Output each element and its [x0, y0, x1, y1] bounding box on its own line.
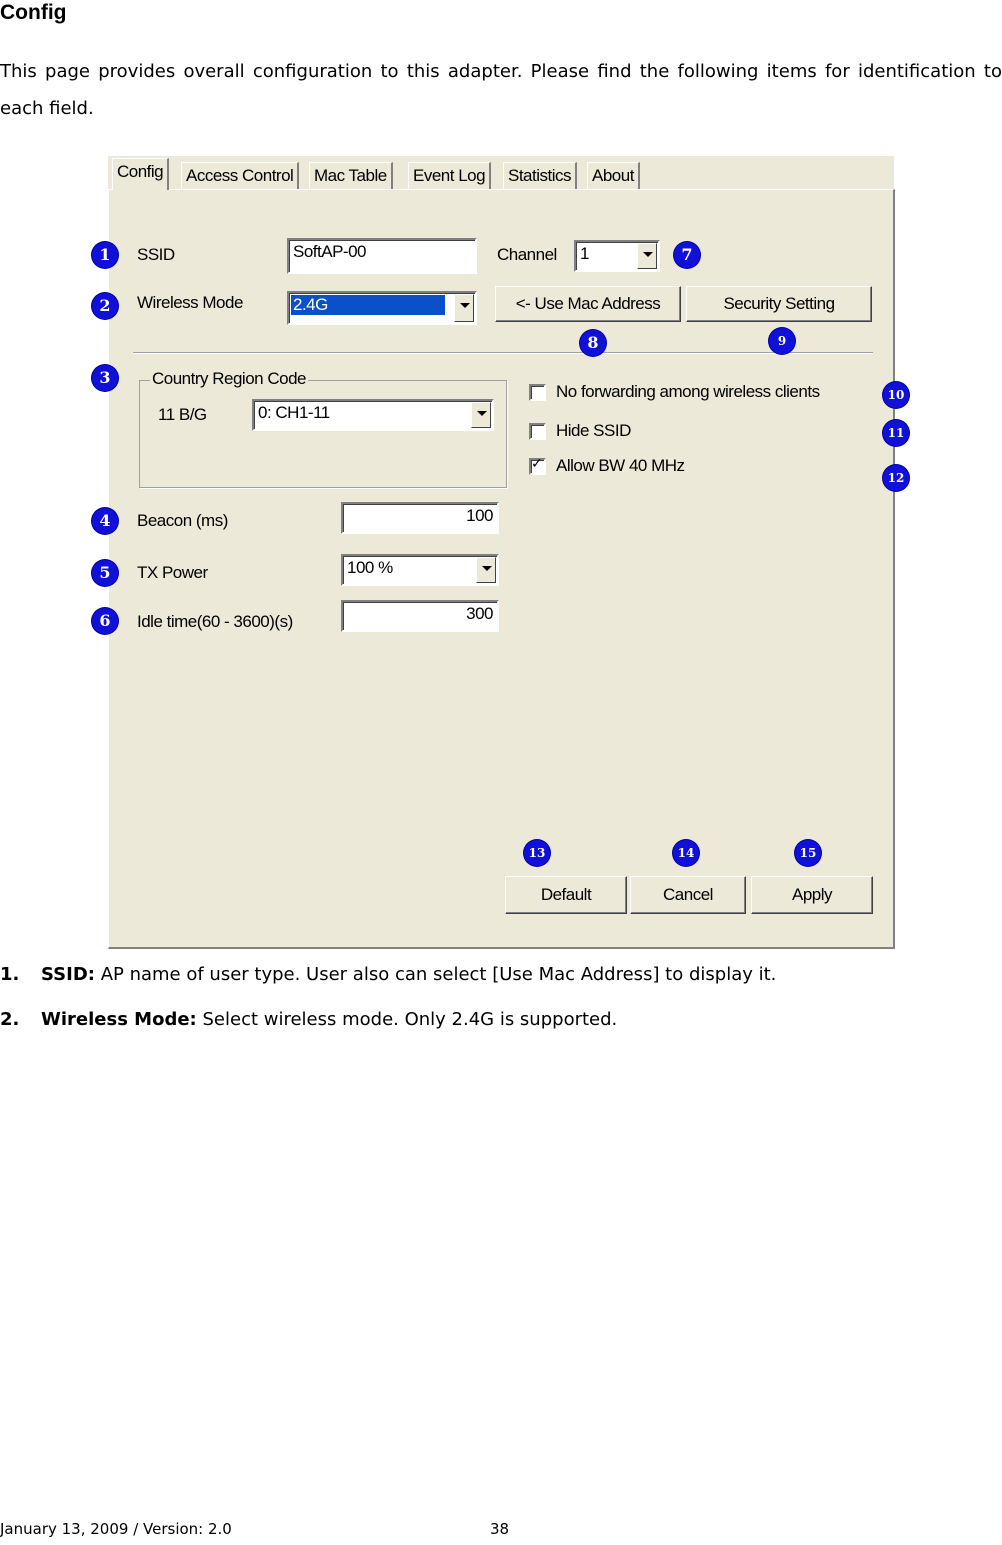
callout-badge: 1 [92, 242, 118, 268]
beacon-label: Beacon (ms) [137, 511, 228, 530]
cancel-button[interactable]: Cancel [630, 876, 746, 914]
callout-badge: 12 [883, 465, 909, 491]
tab-event-log[interactable]: Event Log [408, 162, 491, 189]
ssid-input[interactable]: SoftAP-00 [287, 238, 477, 274]
security-setting-button[interactable]: Security Setting [686, 286, 872, 322]
no-forwarding-checkbox[interactable] [529, 384, 546, 401]
chevron-down-icon[interactable] [471, 402, 491, 428]
callout-badge: 4 [92, 508, 118, 534]
tx-power-value: 100 % [347, 558, 393, 577]
callout-badge: 15 [795, 840, 821, 866]
callout-badge: 2 [92, 293, 118, 319]
item-term: SSID: [41, 964, 95, 985]
no-forwarding-label: No forwarding among wireless clients [556, 382, 820, 401]
page-heading: Config [0, 1, 67, 24]
item-number: 1. [0, 964, 20, 985]
callout-badge: 13 [524, 840, 550, 866]
channel-select[interactable] [574, 240, 660, 272]
item-text: Select wireless mode. Only 2.4G is supported. [196, 1009, 618, 1030]
tx-power-label: TX Power [137, 563, 208, 582]
config-dialog [108, 156, 894, 948]
allow-bw-40-label: Allow BW 40 MHz [556, 456, 685, 475]
item-number: 2. [0, 1009, 20, 1030]
channel-value: 1 [580, 244, 589, 263]
chevron-down-icon[interactable] [637, 243, 657, 269]
callout-badge: 9 [769, 328, 795, 354]
chevron-down-icon[interactable] [476, 557, 496, 583]
tx-power-select[interactable] [341, 554, 499, 586]
country-band-label: 11 B/G [158, 405, 207, 424]
wireless-mode-value: 2.4G [291, 295, 445, 315]
callout-badge: 6 [92, 608, 118, 634]
country-region-group [139, 369, 507, 488]
country-region-value: 0: CH1-11 [258, 403, 330, 422]
tab-bar [108, 156, 894, 190]
default-button[interactable]: Default [505, 876, 627, 914]
footer-date-version: January 13, 2009 / Version: 2.0 [0, 1520, 232, 1538]
channel-label: Channel [497, 245, 557, 264]
item-body [41, 1009, 617, 1030]
tab-access-control[interactable]: Access Control [181, 162, 299, 189]
apply-button[interactable]: Apply [751, 876, 873, 914]
idle-time-label: Idle time(60 - 3600)(s) [137, 612, 293, 631]
tab-config[interactable]: Config [112, 158, 169, 190]
hide-ssid-label: Hide SSID [556, 421, 631, 440]
callout-badge: 11 [883, 420, 909, 446]
wireless-mode-label: Wireless Mode [137, 293, 243, 312]
allow-bw-40-checkbox[interactable] [529, 458, 546, 475]
hide-ssid-checkbox[interactable] [529, 423, 546, 440]
chevron-down-icon[interactable] [454, 294, 474, 322]
beacon-input[interactable]: 100 [341, 502, 499, 534]
idle-time-input[interactable]: 300 [341, 600, 499, 632]
wireless-mode-select[interactable] [287, 291, 477, 325]
item-body [41, 964, 776, 985]
callout-badge: 14 [673, 840, 699, 866]
separator [133, 352, 873, 354]
tab-about[interactable]: About [587, 162, 640, 189]
ssid-label: SSID [137, 245, 175, 264]
callout-badge: 3 [92, 365, 118, 391]
footer-page-number: 38 [490, 1520, 510, 1538]
use-mac-address-button[interactable]: <- Use Mac Address [495, 286, 681, 322]
callout-badge: 7 [674, 242, 700, 268]
callout-badge: 8 [580, 330, 606, 356]
callout-badge: 5 [92, 560, 118, 586]
callout-badge: 10 [883, 382, 909, 408]
country-region-legend: Country Region Code [152, 369, 306, 388]
tab-statistics[interactable]: Statistics [503, 162, 577, 189]
item-term: Wireless Mode: [41, 1009, 197, 1030]
intro-paragraph: This page provides overall configuration to this adapter. Please find the following items for identification to each field. [0, 61, 1002, 119]
tab-mac-table[interactable]: Mac Table [309, 162, 393, 189]
country-region-select[interactable] [252, 399, 494, 431]
config-panel [108, 189, 895, 949]
item-text: AP name of user type. User also can select [Use Mac Address] to display it. [94, 964, 777, 985]
